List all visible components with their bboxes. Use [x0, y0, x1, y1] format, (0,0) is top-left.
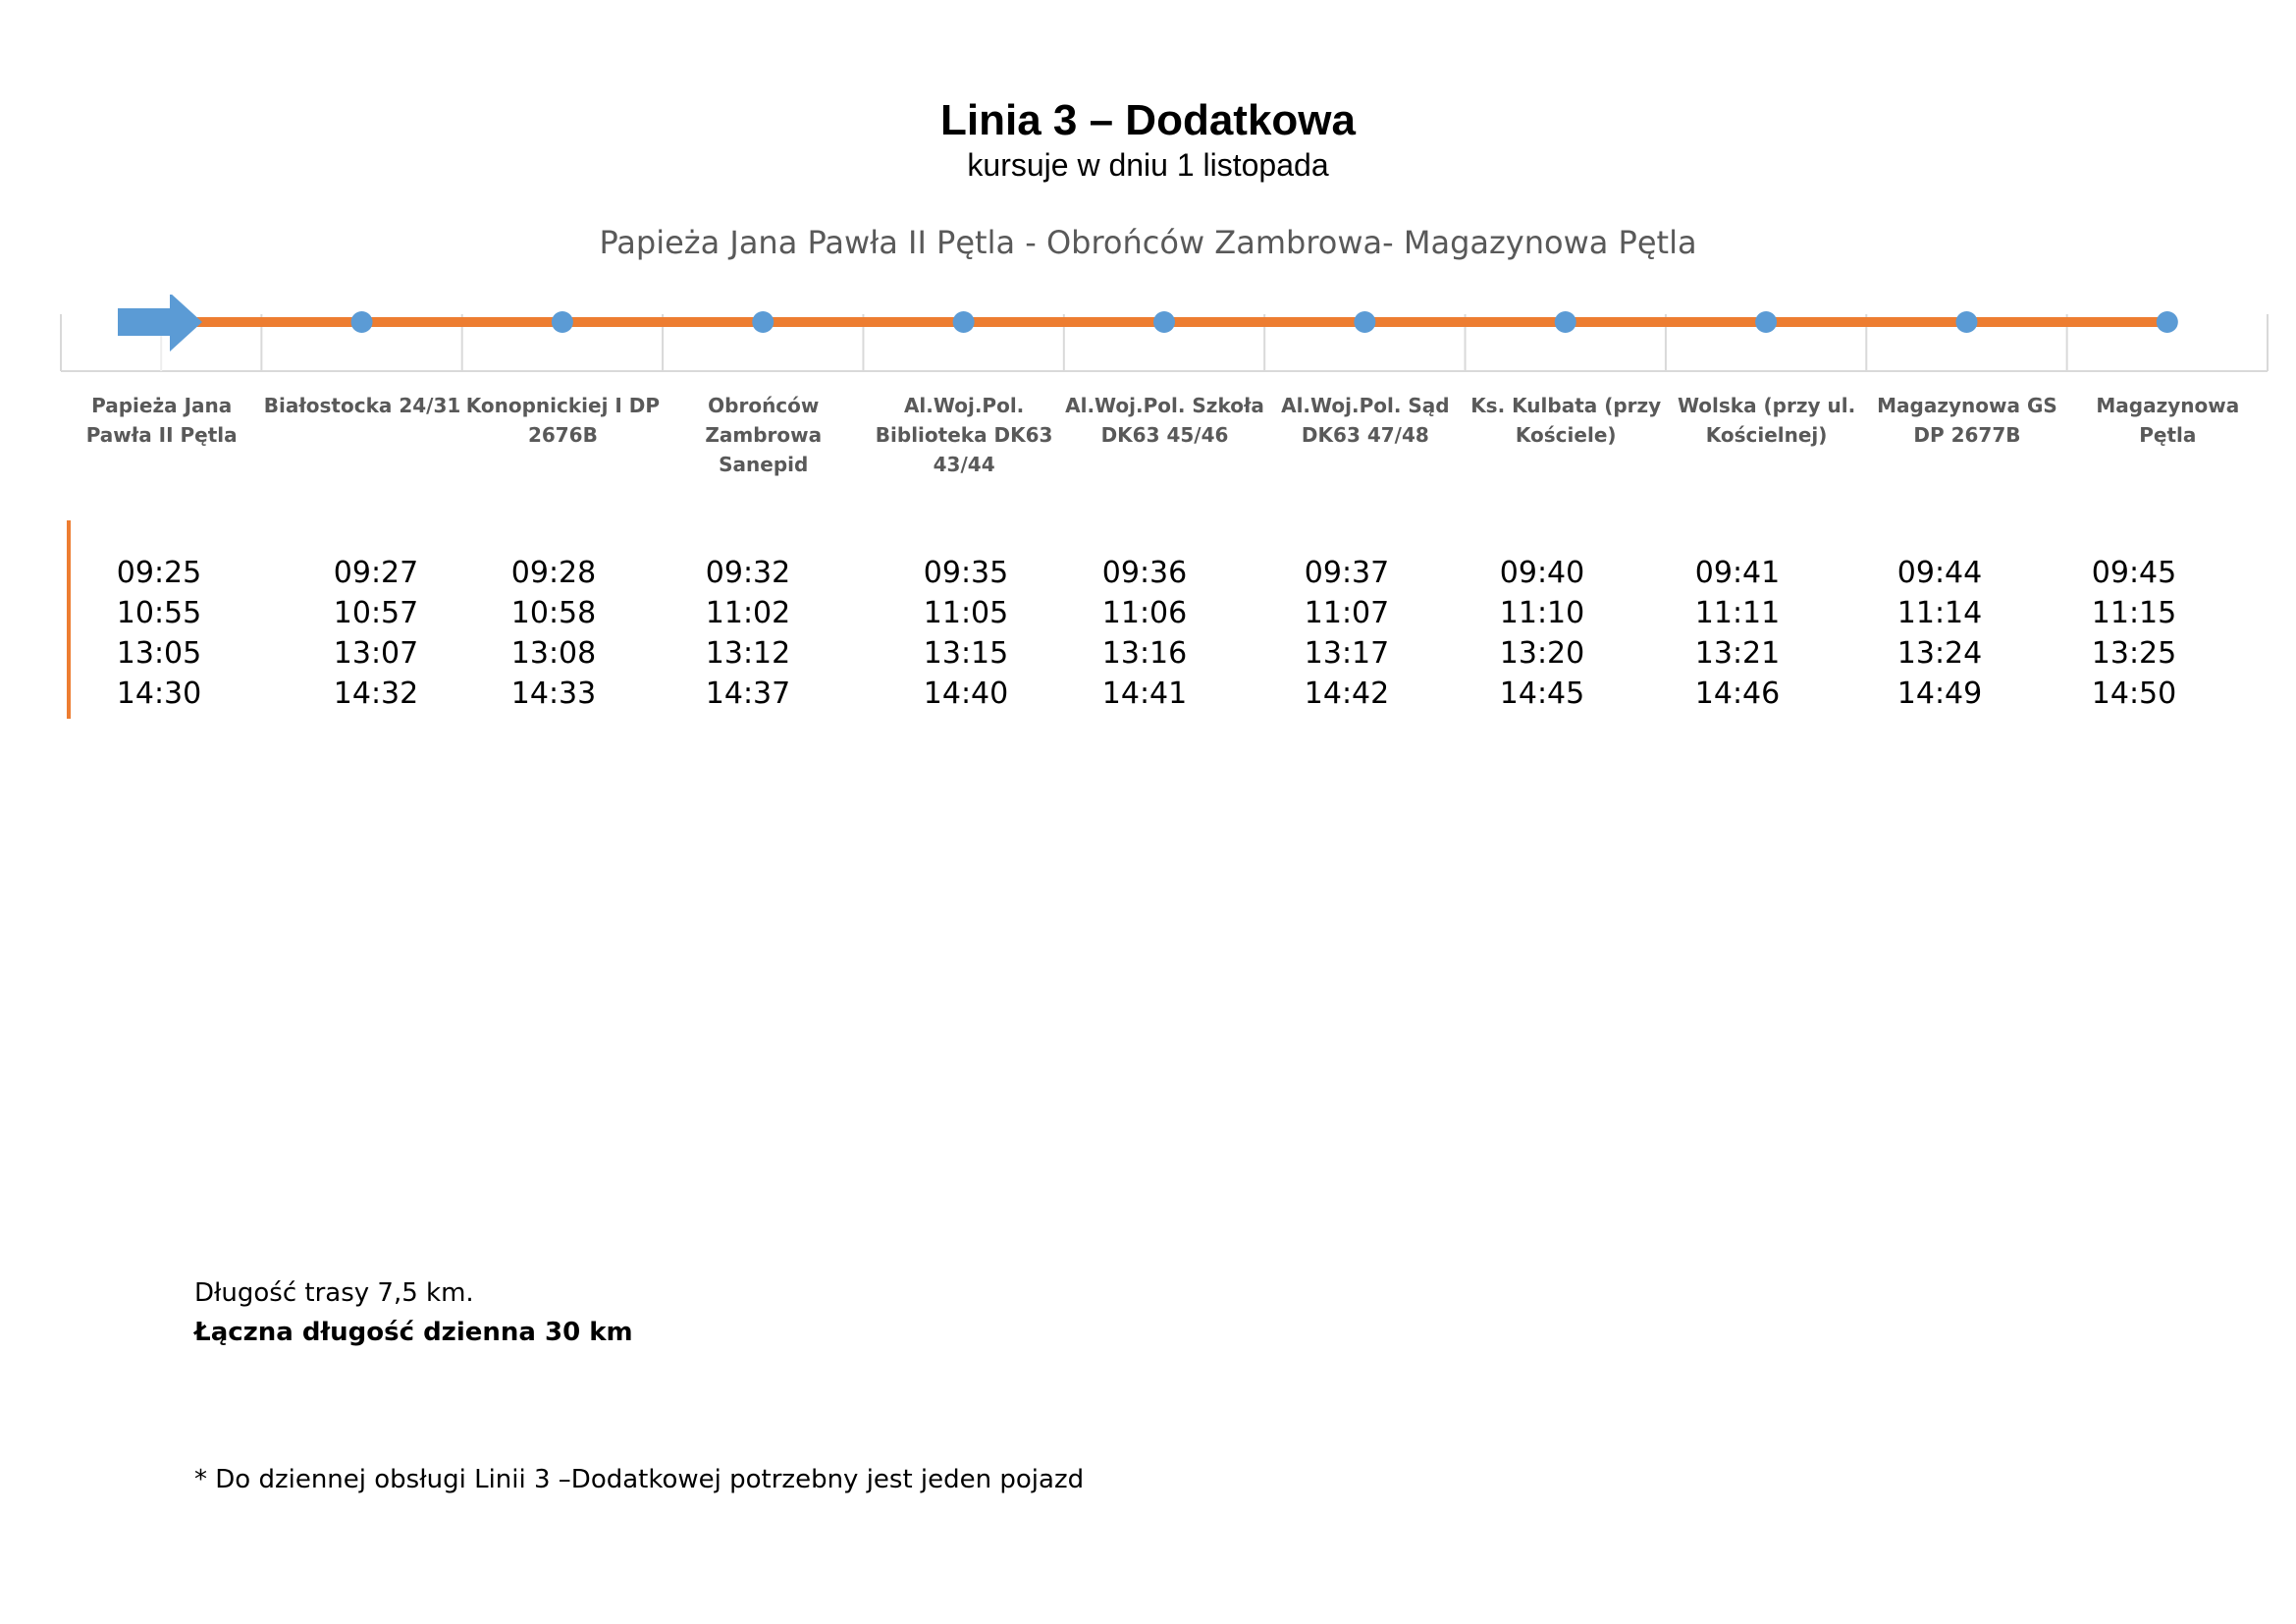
departure-time: 14:32: [333, 677, 419, 711]
departure-time: 09:28: [510, 556, 597, 590]
daily-length-note: Łączna długość dzienna 30 km: [194, 1318, 633, 1347]
departure-time: 13:05: [116, 636, 202, 671]
departure-time: 11:10: [1499, 596, 1585, 630]
time-column: [297, 553, 454, 714]
stop-marker: [1755, 311, 1777, 333]
departure-time: 09:35: [923, 556, 1009, 590]
stop-marker: [552, 311, 573, 333]
departure-time: 09:37: [1304, 556, 1390, 590]
departure-time: 13:08: [510, 636, 597, 671]
departure-time: 14:42: [1304, 677, 1390, 711]
stop-name: Al.Woj.Pol. Biblioteka DK63 43/44: [875, 394, 1053, 476]
route-diagram: [0, 295, 2296, 393]
stop-name: Ks. Kulbata (przy Kościele): [1470, 394, 1662, 447]
stop-name: Magazynowa GS DP 2677B: [1877, 394, 2057, 447]
departure-time: 13:15: [923, 636, 1009, 671]
departure-time: 14:33: [510, 677, 597, 711]
departure-time: 09:32: [705, 556, 791, 590]
departure-time: 09:36: [1101, 556, 1188, 590]
stop-name: Al.Woj.Pol. Szkoła DK63 45/46: [1065, 394, 1264, 447]
stop-marker: [2157, 311, 2178, 333]
departure-time: 14:37: [705, 677, 791, 711]
departure-times: [0, 553, 2296, 720]
departure-time: 10:55: [116, 596, 202, 630]
departure-time: 13:16: [1101, 636, 1188, 671]
departure-time: 11:06: [1101, 596, 1188, 630]
stop-marker: [1555, 311, 1576, 333]
time-column: [1268, 553, 1425, 714]
stop-marker: [953, 311, 975, 333]
departure-time: 11:15: [2091, 596, 2177, 630]
time-column: [1861, 553, 2018, 714]
time-column: [887, 553, 1044, 714]
departure-time: 09:40: [1499, 556, 1585, 590]
departure-time: 10:58: [510, 596, 597, 630]
route-description: Papieża Jana Pawła II Pętla - Obrońców Zambrowa- Magazynowa Pętla: [599, 224, 1697, 261]
departure-time: 11:07: [1304, 596, 1390, 630]
time-column: [669, 553, 827, 714]
departure-time: 13:21: [1694, 636, 1781, 671]
departure-time: 13:24: [1896, 636, 1983, 671]
departure-time: 09:44: [1896, 556, 1983, 590]
stop-name: Wolska (przy ul. Kościelnej): [1677, 394, 1856, 447]
departure-time: 09:41: [1694, 556, 1781, 590]
stop-name: Papieża Jana Pawła II Pętla: [85, 394, 238, 447]
stop-marker: [1955, 311, 1977, 333]
departure-time: 11:14: [1896, 596, 1983, 630]
stop-marker: [752, 311, 774, 333]
departure-time: 11:02: [705, 596, 791, 630]
time-column: [1464, 553, 1621, 714]
stop-name: Obrońców Zambrowa Sanepid: [705, 394, 823, 476]
departure-time: 14:46: [1694, 677, 1781, 711]
departure-time: 13:20: [1499, 636, 1585, 671]
departure-time: 14:41: [1101, 677, 1188, 711]
time-column: [1659, 553, 1816, 714]
timetable-subtitle: kursuje w dniu 1 listopada: [967, 147, 1329, 183]
departure-time: 11:11: [1694, 596, 1781, 630]
departure-time: 13:12: [705, 636, 791, 671]
departure-time: 13:17: [1304, 636, 1390, 671]
departure-time: 13:07: [333, 636, 419, 671]
departure-time: 14:30: [116, 677, 202, 711]
departure-time: 13:25: [2091, 636, 2177, 671]
departure-time: 09:45: [2091, 556, 2177, 590]
stop-name: Białostocka 24/31: [263, 394, 461, 417]
departure-time: 10:57: [333, 596, 419, 630]
departure-time: 14:50: [2091, 677, 2177, 711]
route-length-note: Długość trasy 7,5 km.: [194, 1278, 474, 1308]
departure-time: 14:40: [923, 677, 1009, 711]
stop-name: Magazynowa Pętla: [2096, 394, 2240, 447]
timetable-title: Linia 3 – Dodatkowa: [940, 96, 1356, 144]
stop-marker: [1354, 311, 1375, 333]
stop-labels: [57, 391, 2271, 489]
time-column: [80, 553, 238, 714]
time-column: [2056, 553, 2213, 714]
departure-time: 14:49: [1896, 677, 1983, 711]
stop-marker: [1153, 311, 1175, 333]
stop-marker: [351, 311, 373, 333]
direction-arrow-icon: [118, 295, 202, 352]
departure-time: 09:27: [333, 556, 419, 590]
departure-time: 11:05: [923, 596, 1009, 630]
stop-name: Al.Woj.Pol. Sąd DK63 47/48: [1281, 394, 1450, 447]
departure-time: 14:45: [1499, 677, 1585, 711]
time-column: [1066, 553, 1223, 714]
stop-name: Konopnickiej I DP 2676B: [465, 394, 661, 447]
time-column: [475, 553, 632, 714]
vehicle-note: * Do dziennej obsługi Linii 3 –Dodatkowej potrzebny jest jeden pojazd: [194, 1465, 1085, 1494]
departure-time: 09:25: [116, 556, 202, 590]
